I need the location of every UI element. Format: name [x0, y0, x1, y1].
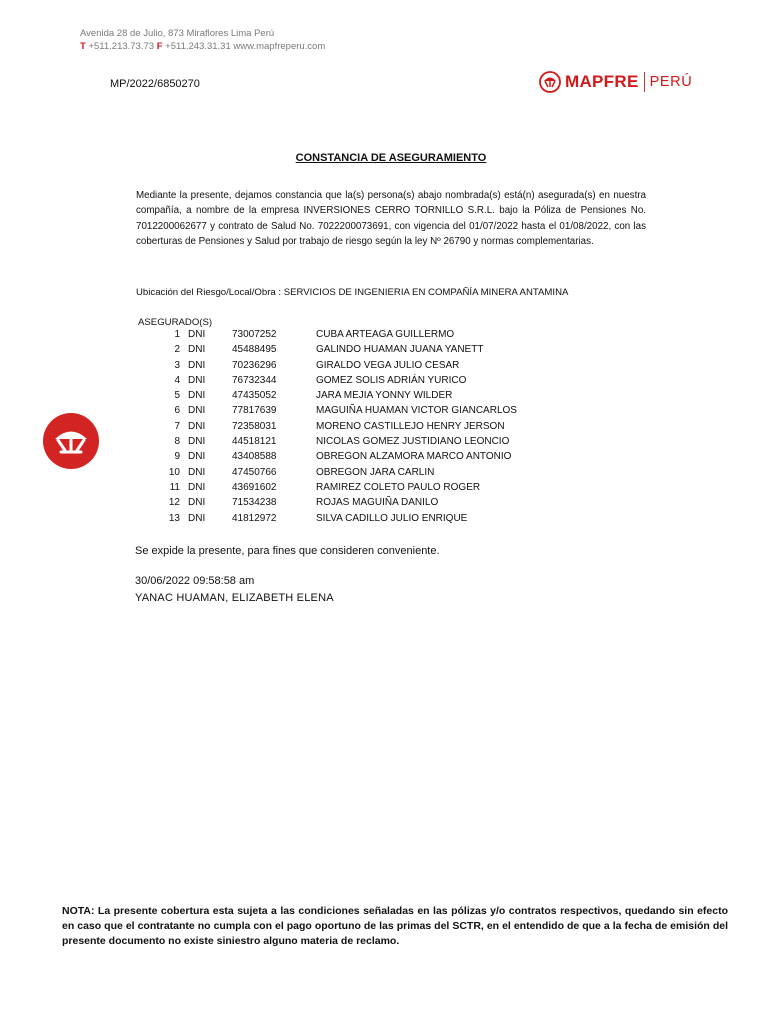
insured-name: GIRALDO VEGA JULIO CESAR — [316, 359, 460, 371]
insured-number: 1 — [174, 329, 180, 340]
insured-doc-type: DNI — [188, 359, 206, 371]
insured-doc-type: DNI — [188, 512, 206, 524]
insured-name: GALINDO HUAMAN JUANA YANETT — [316, 344, 484, 356]
logo-divider — [644, 72, 645, 92]
insured-number: 7 — [174, 420, 180, 432]
insured-row — [158, 327, 678, 342]
insured-doc-type: DNI — [188, 374, 206, 386]
mapfre-logo — [539, 70, 692, 94]
phone-label: T — [80, 41, 86, 52]
insured-heading: ASEGURADO(S) — [138, 317, 213, 328]
logo-country: PERÚ — [649, 74, 693, 90]
fax-value: +511.243.31.31 www.mapfreperu.com — [165, 41, 326, 52]
insured-doc-number: 77817639 — [232, 405, 277, 417]
risk-location-label: Ubicación del Riesgo/Local/Obra : — [136, 287, 282, 298]
insured-number: 11 — [169, 481, 180, 493]
insured-name: ROJAS MAGUIÑA DANILO — [316, 497, 439, 509]
insured-row — [158, 358, 678, 373]
insured-name: CUBA ARTEAGA GUILLERMO — [316, 329, 455, 340]
footer-note: NOTA: La presente cobertura esta sujeta a las condiciones señaladas en las pólizas y/o contratos respectivos, quedando sin efecto en caso que el contratante no cumpla con el pago oportuno de las primas del SCTR, en el entendido de que a la fecha de emisión del presente documento no existe siniestro alguno materia de reclamo. — [62, 905, 728, 947]
insured-doc-type: DNI — [188, 390, 206, 402]
insured-doc-number: 41812972 — [232, 512, 277, 524]
insured-number: 12 — [168, 497, 180, 509]
closing-statement: Se expide la presente, para fines que consideren conveniente. — [135, 545, 440, 557]
insured-doc-number: 43408588 — [232, 451, 277, 463]
insured-number: 6 — [174, 405, 180, 417]
risk-location — [136, 286, 576, 299]
document-title: CONSTANCIA DE ASEGURAMIENTO — [295, 152, 487, 164]
insured-doc-number: 73007252 — [232, 329, 277, 340]
header-contact — [80, 40, 325, 53]
insured-number: 2 — [174, 344, 180, 356]
insured-doc-number: 44518121 — [232, 436, 277, 448]
insured-doc-number: 76732344 — [232, 374, 277, 386]
insured-row — [158, 373, 678, 388]
header-address: Avenida 28 de Julio, 873 Miraflores Lima Perú — [80, 28, 275, 39]
insured-number: 13 — [168, 512, 180, 524]
insured-name: GOMEZ SOLIS ADRIÁN YURICO — [316, 374, 467, 386]
insured-row — [158, 495, 678, 510]
insured-doc-type: DNI — [188, 344, 206, 356]
insured-doc-type: DNI — [188, 329, 206, 340]
insured-name: JARA MEJIA YONNY WILDER — [316, 390, 453, 402]
insured-number: 8 — [174, 436, 180, 448]
insured-doc-number: 47435052 — [232, 390, 277, 402]
insured-doc-type: DNI — [188, 497, 206, 509]
insured-number: 3 — [174, 359, 180, 371]
insured-doc-number: 72358031 — [232, 420, 277, 432]
insured-number: 5 — [174, 390, 180, 402]
insured-doc-number: 47450766 — [232, 466, 277, 478]
insured-name: RAMIREZ COLETO PAULO ROGER — [316, 481, 481, 493]
insured-row — [158, 480, 678, 495]
insured-doc-type: DNI — [188, 420, 206, 432]
insured-row — [158, 449, 678, 464]
insured-row — [158, 388, 678, 403]
insured-row — [158, 434, 678, 449]
insured-table-body — [158, 327, 678, 526]
insured-name: SILVA CADILLO JULIO ENRIQUE — [316, 512, 468, 524]
insured-number: 4 — [174, 374, 180, 386]
header-address-block — [80, 27, 325, 53]
insured-name: OBREGON JARA CARLIN — [316, 466, 435, 478]
risk-location-value: SERVICIOS DE INGENIERIA EN COMPAÑÍA MINERA ANTAMINA — [283, 287, 569, 298]
logo-brand: MAPFRE — [565, 72, 639, 91]
insured-row — [158, 511, 678, 526]
insured-doc-type: DNI — [188, 451, 206, 463]
issue-timestamp: 30/06/2022 09:58:58 am — [135, 575, 255, 587]
document-body: Mediante la presente, dejamos constancia que la(s) persona(s) abajo nombrada(s) está(n) asegurada(s) en nuestra compañía, a nombre de la empresa INVERSIONES CERRO TORNILLO S.R.L. bajo la Póliza de Pensiones No. 7012200062677 y contrato de Salud No. 7022200073691, con vigencia del 01/07/2022 hasta el 01/08/2022, con las coberturas de Pensiones y Salud por trabajo de riesgo según la ley Nº 26790 y normas complementarias. — [136, 190, 646, 247]
insured-number: 10 — [168, 466, 180, 478]
insured-name: NICOLAS GOMEZ JUSTIDIANO LEONCIO — [316, 436, 510, 448]
insured-doc-number: 70236296 — [232, 359, 277, 371]
mapfre-emblem-icon — [43, 413, 99, 469]
insured-doc-number: 43691602 — [232, 481, 277, 493]
mapfre-logo-icon — [539, 71, 561, 93]
insured-row — [158, 342, 678, 357]
insured-row — [158, 419, 678, 434]
fax-label: F — [156, 41, 163, 52]
insured-doc-type: DNI — [188, 466, 206, 478]
insured-doc-number: 71534238 — [232, 497, 277, 509]
insured-doc-type: DNI — [188, 436, 206, 448]
insured-doc-number: 45488495 — [232, 344, 277, 356]
insured-number: 9 — [174, 451, 180, 463]
insured-doc-type: DNI — [188, 405, 206, 417]
insured-name: OBREGON ALZAMORA MARCO ANTONIO — [316, 451, 512, 463]
signer-name: YANAC HUAMAN, ELIZABETH ELENA — [135, 592, 334, 604]
insured-table — [158, 327, 678, 526]
insured-row — [158, 465, 678, 480]
insured-name: MAGUIÑA HUAMAN VICTOR GIANCARLOS — [316, 405, 517, 417]
insured-name: MORENO CASTILLEJO HENRY JERSON — [316, 420, 505, 432]
document-reference: MP/2022/6850270 — [110, 78, 200, 90]
phone-value: +511.213.73.73 — [88, 41, 155, 52]
insured-row — [158, 403, 678, 418]
insured-doc-type: DNI — [188, 481, 206, 493]
